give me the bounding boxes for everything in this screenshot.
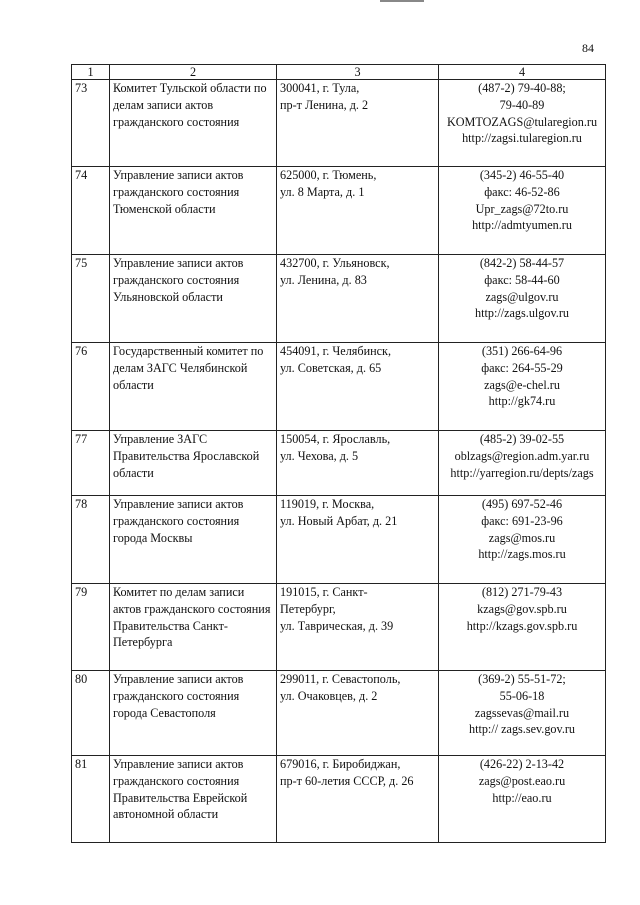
address-line: 191015, г. Санкт-	[280, 585, 368, 599]
address-cell	[277, 496, 439, 584]
row-number: 80	[72, 671, 110, 756]
organization-name: Управление записи актов гражданского состояния города Москвы	[110, 496, 277, 584]
contact-line: Upr_zags@72to.ru	[475, 201, 569, 216]
row-number: 78	[72, 496, 110, 584]
address-line: 150054, г. Ярославль,	[280, 432, 391, 446]
address-line: 299011, г. Севастополь,	[280, 672, 401, 686]
contact-line: (487-2) 79-40-88;	[478, 81, 566, 95]
contacts-cell	[439, 343, 606, 431]
contact-line: http://gk74.ru	[488, 394, 556, 409]
address-line: ул. Очаковцев, д. 2	[280, 688, 378, 703]
table-row	[72, 584, 606, 671]
contact-line: (351) 266-64-96	[481, 344, 563, 358]
organization-name: Управление записи актов гражданского состояния Тюменской области	[110, 167, 277, 255]
page-number: 84	[582, 41, 594, 55]
column-header: 3	[277, 65, 439, 80]
address-line: 679016, г. Биробиджан,	[280, 757, 401, 771]
row-number: 76	[72, 343, 110, 431]
table-row	[72, 167, 606, 255]
contact-line: http://zags.mos.ru	[478, 547, 566, 562]
contact-line: http://admtyumen.ru	[472, 218, 572, 233]
address-line: 625000, г. Тюмень,	[280, 168, 377, 182]
address-cell	[277, 343, 439, 431]
address-line: пр-т Ленина, д. 2	[280, 97, 369, 112]
contact-line: zags@post.eao.ru	[478, 773, 566, 788]
contact-line: http://yarregion.ru/depts/zags	[450, 465, 594, 480]
address-cell	[277, 167, 439, 255]
address-cell	[277, 756, 439, 843]
contact-line: факс: 46-52-86	[484, 184, 560, 199]
table-header-row	[72, 65, 606, 80]
address-line: ул. Ленина, д. 83	[280, 272, 367, 287]
contact-line: zags@ulgov.ru	[485, 289, 559, 304]
address-line: пр-т 60-летия СССР, д. 26	[280, 773, 414, 788]
organization-name: Управление записи актов гражданского состояния города Севастополя	[110, 671, 277, 756]
column-header: 1	[72, 65, 110, 80]
organization-name: Комитет Тульской области по делам записи актов гражданского состояния	[110, 80, 277, 167]
contact-line: zagssevas@mail.ru	[474, 705, 570, 720]
address-line: ул. Таврическая, д. 39	[280, 618, 394, 633]
address-line: ул. Новый Арбат, д. 21	[280, 513, 398, 528]
address-cell	[277, 584, 439, 671]
row-number: 81	[72, 756, 110, 843]
contact-line: http:// zags.sev.gov.ru	[468, 722, 576, 737]
scan-artifact	[380, 0, 424, 2]
contacts-cell	[439, 756, 606, 843]
contact-line: (842-2) 58-44-57	[479, 256, 565, 270]
table-row	[72, 496, 606, 584]
contact-line: (426-22) 2-13-42	[479, 757, 565, 771]
contact-line: 55-06-18	[499, 688, 545, 703]
address-line: Петербург,	[280, 601, 336, 616]
row-number: 74	[72, 167, 110, 255]
table-row	[72, 431, 606, 496]
row-number: 77	[72, 431, 110, 496]
address-line: ул. Советская, д. 65	[280, 360, 382, 375]
contact-line: (345-2) 46-55-40	[479, 168, 565, 182]
contact-line: zags@mos.ru	[488, 530, 556, 545]
registry-table	[71, 64, 606, 843]
contacts-cell	[439, 671, 606, 756]
address-line: 300041, г. Тула,	[280, 81, 360, 95]
contact-line: (812) 271-79-43	[481, 585, 563, 599]
contact-line: факс: 691-23-96	[481, 513, 563, 528]
table-row	[72, 671, 606, 756]
organization-name: Государственный комитет по делам ЗАГС Челябинской области	[110, 343, 277, 431]
address-line: 119019, г. Москва,	[280, 497, 375, 511]
contacts-cell	[439, 167, 606, 255]
contact-line: факс: 58-44-60	[484, 272, 560, 287]
address-cell	[277, 671, 439, 756]
organization-name: Управление записи актов гражданского состояния Ульяновской области	[110, 255, 277, 343]
address-line: ул. Чехова, д. 5	[280, 448, 359, 463]
contact-line: (495) 697-52-46	[481, 497, 563, 511]
contact-line: http://zagsi.tularegion.ru	[462, 131, 582, 146]
table-row	[72, 255, 606, 343]
contact-line: KOMTOZAGS@tularegion.ru	[446, 114, 598, 129]
address-cell	[277, 80, 439, 167]
contacts-cell	[439, 584, 606, 671]
column-header: 4	[439, 65, 606, 80]
contact-line: http://kzags.gov.spb.ru	[466, 618, 578, 633]
contact-line: (485-2) 39-02-55	[479, 432, 565, 446]
contact-line: kzags@gov.spb.ru	[477, 601, 567, 616]
row-number: 75	[72, 255, 110, 343]
address-cell	[277, 431, 439, 496]
address-line: 454091, г. Челябинск,	[280, 344, 392, 358]
address-line: 432700, г. Ульяновск,	[280, 256, 390, 270]
contacts-cell	[439, 496, 606, 584]
contact-line: http://eao.ru	[492, 790, 552, 805]
organization-name: Управление ЗАГС Правительства Ярославской области	[110, 431, 277, 496]
column-header: 2	[110, 65, 277, 80]
contact-line: oblzags@region.adm.yar.ru	[454, 448, 590, 463]
contact-line: факс: 264-55-29	[481, 360, 563, 375]
table-row	[72, 343, 606, 431]
organization-name: Управление записи актов гражданского состояния Правительства Еврейской автономной области	[110, 756, 277, 843]
contact-line: zags@e-chel.ru	[484, 377, 560, 392]
organization-name: Комитет по делам записи актов гражданского состояния Правительства Санкт-Петербурга	[110, 584, 277, 671]
contacts-cell	[439, 431, 606, 496]
contact-line: http://zags.ulgov.ru	[475, 306, 569, 321]
address-line: ул. 8 Марта, д. 1	[280, 184, 365, 199]
contacts-cell	[439, 80, 606, 167]
contact-line: 79-40-89	[499, 97, 545, 112]
table-row	[72, 80, 606, 167]
contact-line: (369-2) 55-51-72;	[478, 672, 566, 686]
row-number: 73	[72, 80, 110, 167]
row-number: 79	[72, 584, 110, 671]
table-body	[72, 80, 606, 843]
contacts-cell	[439, 255, 606, 343]
address-cell	[277, 255, 439, 343]
table-row	[72, 756, 606, 843]
